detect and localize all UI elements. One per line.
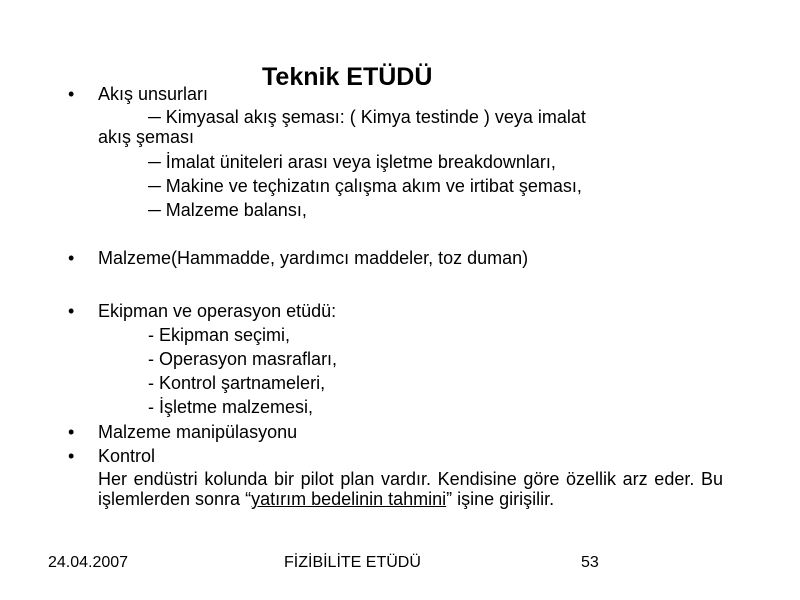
bullet-marker: • xyxy=(68,84,75,104)
paragraph-text-before: Her endüstri kolunda bir pilot plan vardır. Kendisine göre özellik arz eder. Bu işlemlerden sonra “ xyxy=(98,469,723,509)
footer-center-title: FİZİBİLİTE ETÜDÜ xyxy=(284,554,421,571)
bullet-malzeme-manipulasyonu: Malzeme manipülasyonu xyxy=(98,422,298,442)
subitem-kontrol-sartnameleri: - Kontrol şartnameleri, xyxy=(148,373,326,393)
subitem-malzeme-balansi: ─ Malzeme balansı, xyxy=(148,200,307,220)
bullet-ekipman-operasyon: Ekipman ve operasyon etüdü: xyxy=(98,301,337,321)
bullet-akis-unsurlari: Akış unsurları xyxy=(98,84,209,104)
footer-date: 24.04.2007 xyxy=(48,554,129,571)
slide-title: Teknik ETÜDÜ xyxy=(262,63,433,91)
bullet-marker: • xyxy=(68,422,75,442)
footer-page-number: 53 xyxy=(581,554,599,571)
subitem-kimyasal-akis: ─ Kimyasal akış şeması: ( Kimya testinde ) veya imalat xyxy=(148,107,586,127)
subitem-operasyon-masraflari: - Operasyon masrafları, xyxy=(148,349,338,369)
paragraph-text-after: ” işine girişilir. xyxy=(446,489,555,509)
paragraph-underlined-text: yatırım bedelinin tahmini xyxy=(251,489,447,509)
bullet-marker: • xyxy=(68,301,75,321)
bullet-marker: • xyxy=(68,446,75,466)
subitem-isletme-malzemesi: - İşletme malzemesi, xyxy=(148,397,314,417)
subitem-makine-techizat: ─ Makine ve teçhizatın çalışma akım ve irtibat şeması, xyxy=(148,176,582,196)
bullet-malzeme: Malzeme(Hammadde, yardımcı maddeler, toz duman) xyxy=(98,248,529,268)
subitem-kimyasal-akis-continued: akış şeması xyxy=(98,127,195,147)
kontrol-paragraph xyxy=(98,469,723,509)
subitem-imalat-uniteleri: ─ İmalat üniteleri arası veya işletme breakdownları, xyxy=(148,152,556,172)
bullet-marker: • xyxy=(68,248,75,268)
subitem-ekipman-secimi: - Ekipman seçimi, xyxy=(148,325,291,345)
bullet-kontrol: Kontrol xyxy=(98,446,156,466)
